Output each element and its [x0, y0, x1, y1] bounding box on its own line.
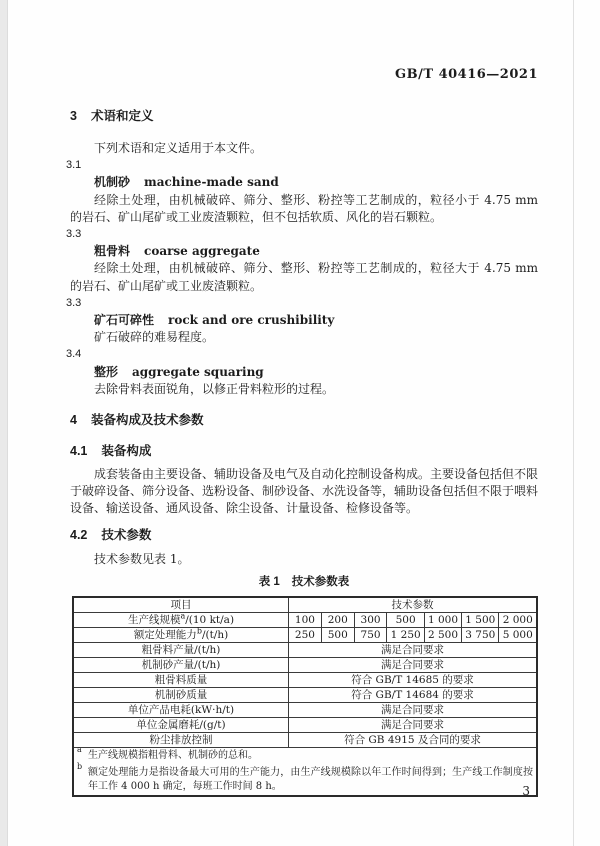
clause-4-1-title: 装备构成	[101, 444, 152, 459]
table-caption-title: 技术参数表	[291, 575, 350, 588]
row-label: 机制砂产量/(t/h)	[73, 657, 289, 672]
term-2-title	[70, 243, 538, 260]
table-row	[73, 687, 537, 702]
row-value: 满足合同要求	[289, 642, 538, 657]
term-1-en: machine-made sand	[144, 175, 279, 190]
table-row	[73, 657, 537, 672]
capacity-label-text: 额定处理能力	[133, 628, 197, 641]
term-3-en: rock and ore crushibility	[168, 313, 335, 328]
clause-4-1-heading	[70, 443, 538, 460]
term-1-zh: 机制砂	[94, 175, 131, 190]
term-2-definition: 经除土处理，由机械破碎、筛分、整形、粉控等工艺制成的，粒径大于 4.75 mm 的岩石、矿山尾矿或工业废渣颗粒。	[70, 261, 538, 293]
clause-3-number: 3	[70, 109, 77, 123]
term-2-number: 3.3	[66, 228, 82, 241]
clause-4-number: 4	[70, 413, 77, 428]
table-row-scale	[73, 612, 537, 627]
clause-4-2-number: 4.2	[70, 527, 88, 542]
table-row	[73, 672, 537, 687]
scale-value: 300	[354, 612, 387, 627]
clause-4-heading	[70, 412, 538, 429]
term-4-number: 3.4	[66, 348, 82, 361]
scale-value: 2 000	[499, 612, 537, 627]
row-value: 符合 GB/T 14685 的要求	[289, 672, 538, 687]
terms-intro: 下列术语和定义适用于本文件。	[94, 141, 263, 155]
scale-footnote-marker: a	[180, 611, 186, 621]
standard-number: GB/T 40416—2021	[395, 67, 538, 82]
capacity-value: 3 750	[462, 627, 499, 642]
clause-3-title: 术语和定义	[90, 109, 154, 123]
page-content	[66, 0, 539, 797]
term-4-en: aggregate squaring	[132, 364, 264, 379]
scale-value: 200	[321, 612, 354, 627]
row-label: 机制砂质量	[73, 687, 289, 702]
term-3-definition: 矿石破碎的难易程度。	[94, 330, 215, 345]
clause-4-2-paragraph: 技术参数见表 1。	[94, 551, 190, 566]
capacity-value: 1 250	[387, 627, 424, 642]
table-row	[73, 717, 537, 732]
scale-value: 500	[387, 612, 424, 627]
row-label: 单位产品电耗(kW·h/t)	[73, 702, 289, 717]
row-value: 符合 GB 4915 及合同的要求	[289, 732, 538, 747]
term-1-title	[70, 174, 538, 191]
scale-unit: /(10 kt/a)	[185, 613, 235, 626]
clause-4-1-number: 4.1	[70, 444, 88, 459]
row-value: 满足合同要求	[289, 717, 538, 732]
clause-3-heading	[70, 108, 538, 125]
term-3-title	[70, 312, 538, 329]
row-value: 满足合同要求	[289, 657, 538, 672]
term-1-definition: 经除土处理，由机械破碎、筛分、整形、粉控等工艺制成的，粒径小于 4.75 mm 的岩石、矿山尾矿或工业废渣颗粒，但不包括软质、风化的岩石颗粒。	[70, 192, 538, 224]
footnote-a: a 生产线规模指粗骨料、机制砂的总和。	[77, 744, 258, 761]
row-label: 粉尘排放控制	[73, 732, 289, 747]
capacity-value: 750	[354, 627, 387, 642]
capacity-value: 500	[321, 627, 354, 642]
capacity-value: 2 500	[424, 627, 461, 642]
table-header-row	[73, 597, 537, 613]
footnote-a-text: 生产线规模指粗骨料、机制砂的总和。	[88, 749, 258, 761]
term-4-definition: 去除骨料表面锐角，以修正骨料粒形的过程。	[94, 381, 335, 396]
scale-value: 1 500	[462, 612, 499, 627]
scale-value: 1 000	[424, 612, 461, 627]
table-row	[73, 702, 537, 717]
header-item: 项目	[73, 597, 289, 613]
row-label: 粗骨料质量	[73, 672, 289, 687]
table-row	[73, 732, 537, 747]
clause-4-2-heading	[70, 527, 538, 544]
term-1-number: 3.1	[66, 159, 82, 172]
clause-4-title: 装备构成及技术参数	[90, 413, 204, 428]
footnote-b-text: 额定处理能力是指设备最大可用的生产能力，由生产线规模除以年工作时间得到；生产线工作制度按年工作 4 000 h 确定，每班工作时间 8 h。	[88, 766, 533, 792]
scale-label	[73, 612, 289, 627]
table-row-capacity	[73, 627, 537, 642]
clause-4-1-paragraph: 成套装备由主要设备、辅助设备及电气及自动化控制设备构成。主要设备包括但不限于破碎设备、筛分设备、选粉设备、制砂设备、水洗设备等，辅助设备包括但不限于喂料设备、输送设备、通风设备、除尘设备、计量设备、检修设备等。	[70, 467, 539, 516]
clause-4-2-title: 技术参数	[101, 527, 152, 542]
term-4-title	[70, 364, 538, 381]
row-value: 符合 GB/T 14684 的要求	[289, 687, 538, 702]
capacity-value: 5 000	[499, 627, 537, 642]
row-label: 单位金属磨耗/(g/t)	[73, 717, 289, 732]
parameters-table	[72, 596, 538, 797]
term-3-zh: 矿石可碎性	[94, 313, 155, 328]
table-row	[73, 642, 537, 657]
capacity-value: 250	[289, 627, 322, 642]
capacity-label	[73, 627, 289, 642]
scale-value: 100	[289, 612, 322, 627]
capacity-footnote-marker: b	[196, 626, 202, 636]
page-edge-right	[573, 0, 574, 846]
term-2-zh: 粗骨料	[94, 244, 131, 259]
capacity-unit: /(t/h)	[201, 628, 229, 641]
row-value: 满足合同要求	[289, 702, 538, 717]
row-label: 粗骨料产量/(t/h)	[73, 642, 289, 657]
page-edge-left	[0, 0, 8, 846]
footnote-b: b 额定处理能力是指设备最大可用的生产能力，由生产线规模除以年工作时间得到；生产线工作制度按年工作 4 000 h 确定，每班工作时间 8 h。	[77, 761, 533, 792]
page-number: 3	[522, 784, 530, 798]
table-caption-label: 表 1	[258, 575, 280, 588]
table-caption	[70, 574, 538, 590]
term-3-number: 3.3	[66, 296, 82, 309]
header-params: 技术参数	[289, 597, 538, 613]
term-4-zh: 整形	[94, 364, 119, 379]
scale-label-text: 生产线规模	[127, 613, 181, 626]
term-2-en: coarse aggregate	[144, 244, 260, 259]
